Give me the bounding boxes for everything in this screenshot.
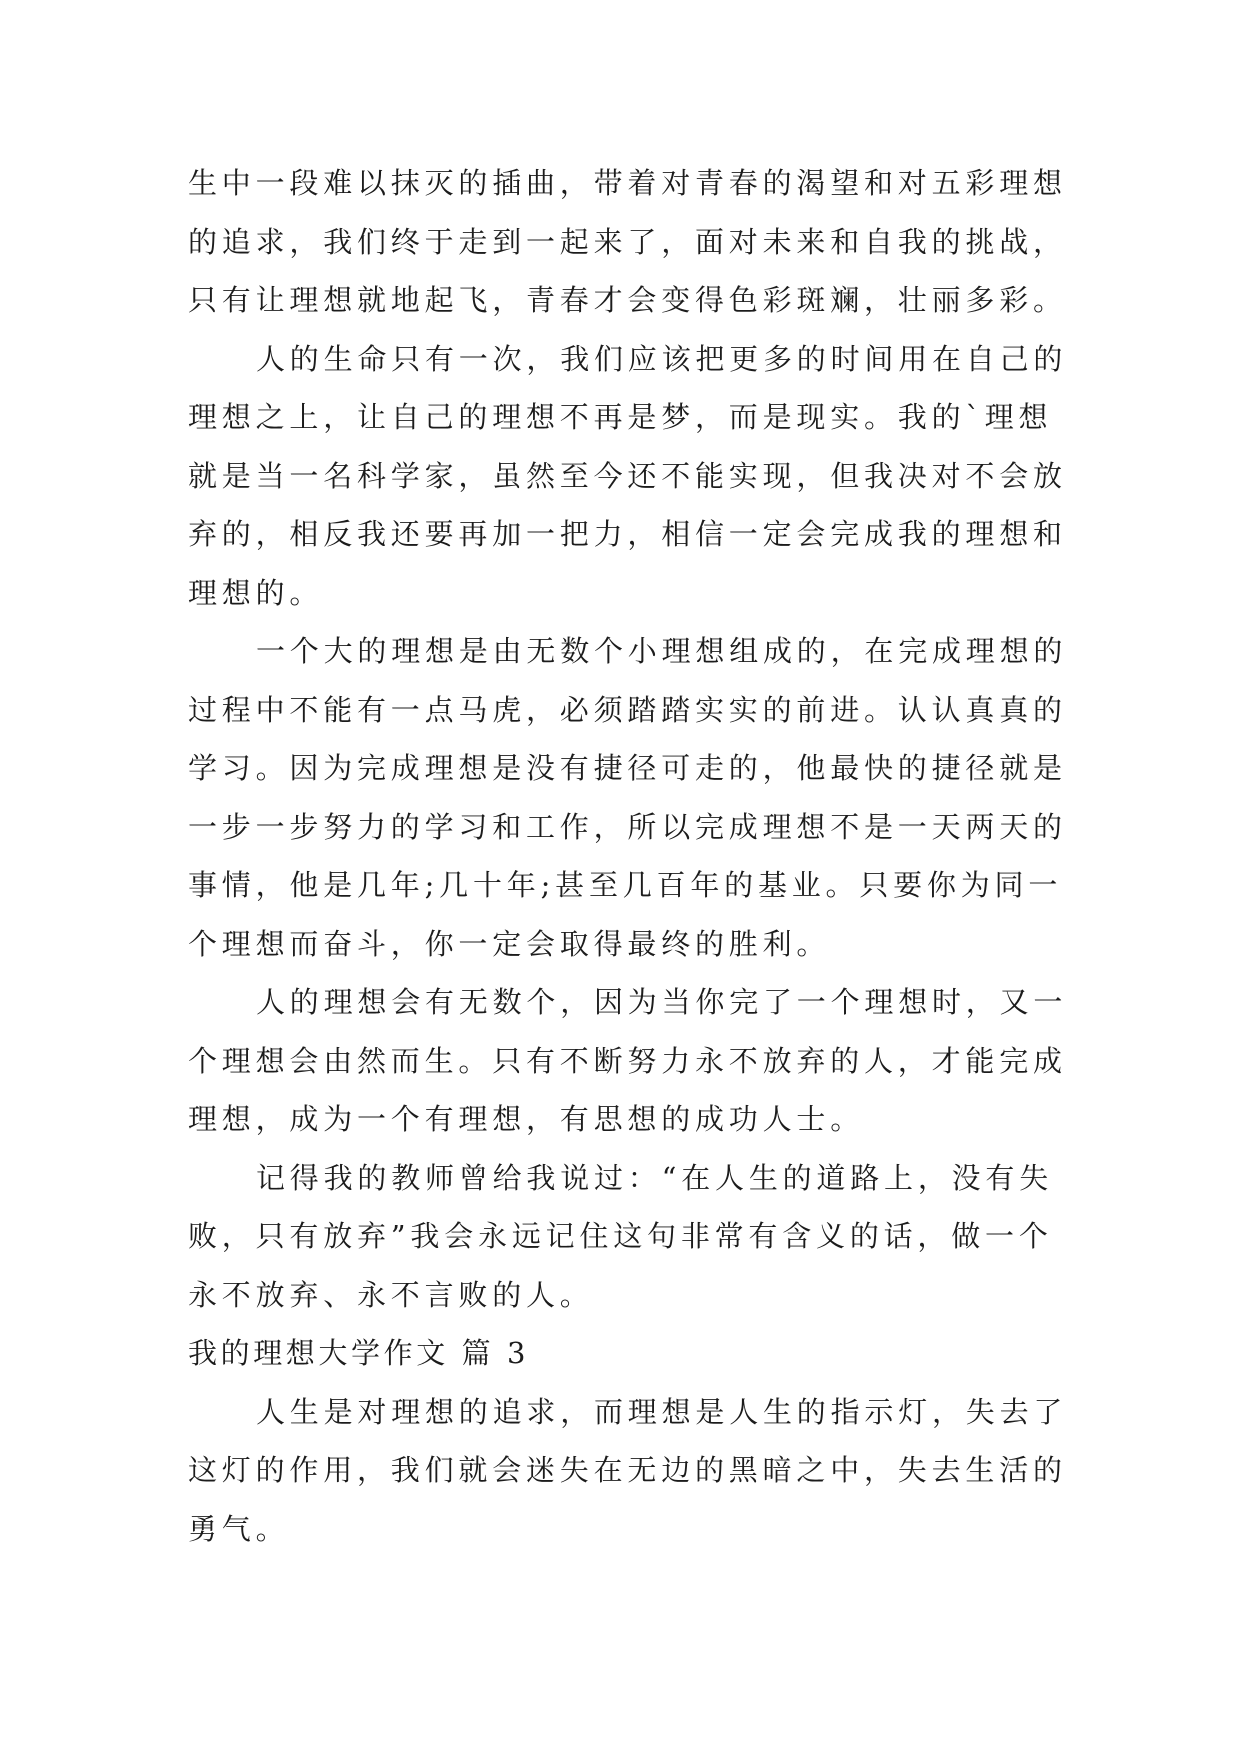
text-line: 一步一步努力的学习和工作，所以完成理想不是一天两天的 — [188, 809, 1067, 844]
text-line: 人的生命只有一次，我们应该把更多的时间用在自己的 — [256, 341, 1068, 376]
text-line: 就是当一名科学家，虽然至今还不能实现，但我决对不会放 — [188, 458, 1067, 493]
document-body — [188, 154, 1068, 1558]
text-line: 败，只有放弃”我会永远记住这句非常有含义的话，做一个 — [188, 1219, 1053, 1253]
paragraph — [188, 330, 1068, 623]
text-line: 这灯的作用，我们就会迷失在无边的黑暗之中，失去生活的 — [188, 1453, 1067, 1487]
heading-text: 我的理想大学作文 篇 3 — [188, 1336, 530, 1370]
paragraph — [188, 1149, 1060, 1325]
text-line: 记得我的教师曾给我说过：“在人生的道路上，没有失 — [256, 1160, 1054, 1195]
text-line: 理想，成为一个有理想，有思想的成功人士。 — [188, 1102, 865, 1136]
section-heading — [188, 1324, 1060, 1383]
text-line: 个理想会由然而生。只有不断努力永不放弃的人，才能完成 — [188, 1043, 1067, 1078]
text-line: 生中一段难以抹灭的插曲，带着对青春的渴望和对五彩理想 — [188, 166, 1067, 200]
paragraph — [188, 622, 1068, 973]
paragraph — [188, 1383, 1068, 1559]
paragraph — [188, 154, 1067, 330]
text-line: 一个大的理想是由无数个小理想组成的，在完成理想的 — [256, 634, 1068, 668]
text-line: 个理想而奋斗，你一定会取得最终的胜利。 — [188, 926, 831, 961]
text-line: 事情，他是几年;几十年;甚至几百年的基业。只要你为同一 — [188, 868, 1063, 902]
text-line: 勇气。 — [188, 1511, 290, 1546]
text-line: 只有让理想就地起飞，青春才会变得色彩斑斓，壮丽多彩。 — [188, 283, 1067, 317]
text-line: 理想的。 — [188, 575, 324, 610]
text-line: 永不放弃、永不言败的人。 — [188, 1277, 594, 1312]
text-line: 过程中不能有一点马虎，必须踏踏实实的前进。认认真真的 — [188, 692, 1067, 727]
text-line: 弃的，相反我还要再加一把力，相信一定会完成我的理想和 — [188, 517, 1067, 551]
paragraph — [188, 973, 1068, 1149]
text-line: 学习。因为完成理想是没有捷径可走的，他最快的捷径就是 — [188, 751, 1067, 785]
text-line: 的追求，我们终于走到一起来了，面对未来和自我的挑战， — [188, 224, 1067, 259]
text-line: 人的理想会有无数个，因为当你完了一个理想时，又一 — [256, 985, 1068, 1019]
text-line: 理想之上，让自己的理想不再是梦，而是现实。我的`理想 — [188, 400, 1053, 434]
text-line: 人生是对理想的追求，而理想是人生的指示灯，失去了 — [256, 1394, 1068, 1429]
